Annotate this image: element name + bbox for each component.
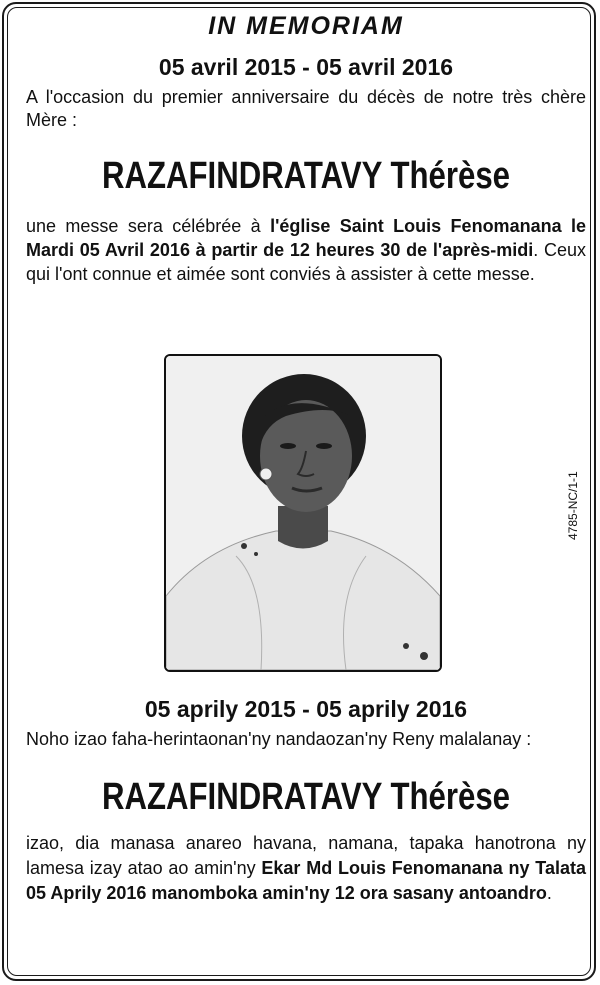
- reference-code: 4785-NC/1-1: [566, 471, 580, 540]
- portrait-image: [166, 356, 440, 670]
- mass-text-mg-2: .: [546, 883, 552, 903]
- deceased-name-mg: RAZAFINDRATAVY Thérèse: [101, 776, 511, 818]
- portrait-photo: [164, 354, 442, 672]
- intro-mg: Noho izao faha-herintaonan'ny nandaozan'ny Reny malalanay :: [26, 729, 532, 749]
- page-title: IN MEMORIAM: [208, 12, 404, 40]
- date-range-fr: 05 avril 2015 - 05 avril 2016: [158, 54, 454, 80]
- malagasy-section: [26, 694, 586, 906]
- french-section: [26, 8, 586, 286]
- mass-location-fr: l'église Saint Louis Fenomanana le Mardi 05 Avril 2016 à partir de 12 heures 30 de l'après-midi: [26, 216, 586, 260]
- mass-text-fr-2: . Ceux qui l'ont connue et aimée sont conviés à assister à cette messe.: [26, 240, 586, 284]
- date-range-mg: 05 aprily 2015 - 05 aprily 2016: [144, 696, 468, 722]
- mass-announcement-fr: [26, 214, 586, 286]
- mass-text-mg-1: izao, dia manasa anareo havana, namana, tapaka hanotrona ny lamesa izay atao ao amin'ny: [26, 833, 586, 878]
- deceased-name-fr: RAZAFINDRATAVY Thérèse: [101, 155, 511, 197]
- mass-location-mg: Ekar Md Louis Fenomanana ny Talata 05 Aprily 2016 manomboka amin'ny 12 ora sasany antoandro: [26, 858, 586, 903]
- mass-announcement-mg: [26, 831, 586, 906]
- intro-fr: A l'occasion du premier anniversaire du décès de notre très chère Mère :: [26, 87, 586, 130]
- mass-text-fr-1: une messe sera célébrée à: [26, 216, 271, 236]
